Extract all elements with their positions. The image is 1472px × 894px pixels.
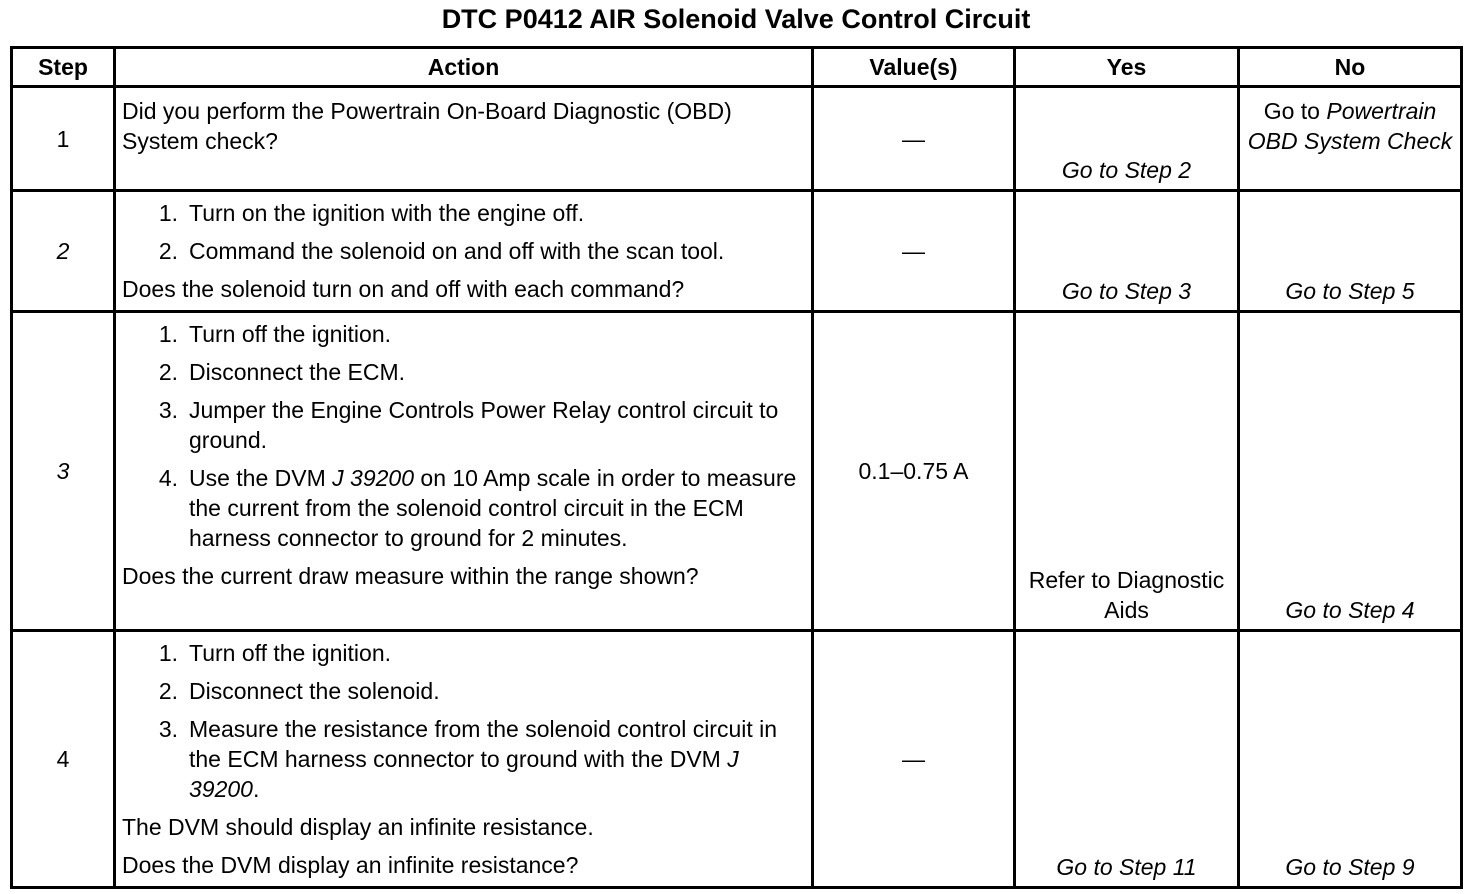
action-question: Does the solenoid turn on and off with each command? [122,276,685,302]
list-item: 1. Turn off the ignition. [158,321,392,347]
step-number: 1 [12,87,115,191]
value-cell: — [813,191,1015,312]
action-cell [115,631,813,888]
action-question: Does the current draw measure within the range shown? [122,563,699,589]
action-steps [122,198,805,266]
table-row-4 [12,631,1462,888]
value-cell: — [813,87,1015,191]
action-question: Did you perform the Powertrain On-Board Diagnostic (OBD) System check? [122,98,732,154]
table-row-1 [12,87,1462,191]
diagnostic-table [10,46,1463,889]
action-question: Does the DVM display an infinite resistance? [122,852,579,878]
action-cell [115,312,813,631]
action-cell [115,191,813,312]
no-prefix: Go to [1263,98,1320,124]
value-cell: — [813,631,1015,888]
action-steps [122,638,805,804]
yes-cell: Go to Step 2 [1015,87,1239,191]
header-no: No [1239,48,1462,87]
action-cell [115,87,813,191]
yes-cell: Go to Step 11 [1015,631,1239,888]
action-steps [122,319,805,553]
table-row-2 [12,191,1462,312]
list-item: 4. Use the DVM J 39200 on 10 Amp scale in order to measure the current from the solenoid control circuit in the ECM harness connector to ground for 2 minutes. [158,465,797,551]
list-item: 2. Command the solenoid on and off with the scan tool. [158,238,725,264]
list-item: 1. Turn off the ignition. [158,640,392,666]
header-action: Action [115,48,813,87]
yes-cell: Go to Step 3 [1015,191,1239,312]
list-item: 3. Jumper the Engine Controls Power Relay control circuit to ground. [158,397,779,453]
list-item: 2. Disconnect the solenoid. [158,678,440,704]
list-item: 2. Disconnect the ECM. [158,359,406,385]
no-cell: Go to Step 9 [1239,631,1462,888]
no-cell: Go to Step 4 [1239,312,1462,631]
value-cell: 0.1–0.75 A [813,312,1015,631]
header-yes: Yes [1015,48,1239,87]
action-note: The DVM should display an infinite resistance. [122,814,594,840]
no-link-text: Powertrain OBD System Check [1247,98,1453,154]
header-values: Value(s) [813,48,1015,87]
list-item: 3. Measure the resistance from the solenoid control circuit in the ECM harness connector to ground with the DVM J 39200. [158,716,778,802]
header-step: Step [12,48,115,87]
step-number: 2 [12,191,115,312]
no-cell: Go to Step 5 [1239,191,1462,312]
page-title: DTC P0412 AIR Solenoid Valve Control Circuit [441,4,1031,34]
step-number: 4 [12,631,115,888]
table-row-3 [12,312,1462,631]
no-cell [1239,87,1462,191]
step-number: 3 [12,312,115,631]
tool-number: J 39200 [189,746,739,802]
yes-cell: Refer to Diagnostic Aids [1015,312,1239,631]
list-item: 1. Turn on the ignition with the engine off. [158,200,585,226]
header-row [12,48,1462,87]
tool-number: J 39200 [332,465,415,491]
